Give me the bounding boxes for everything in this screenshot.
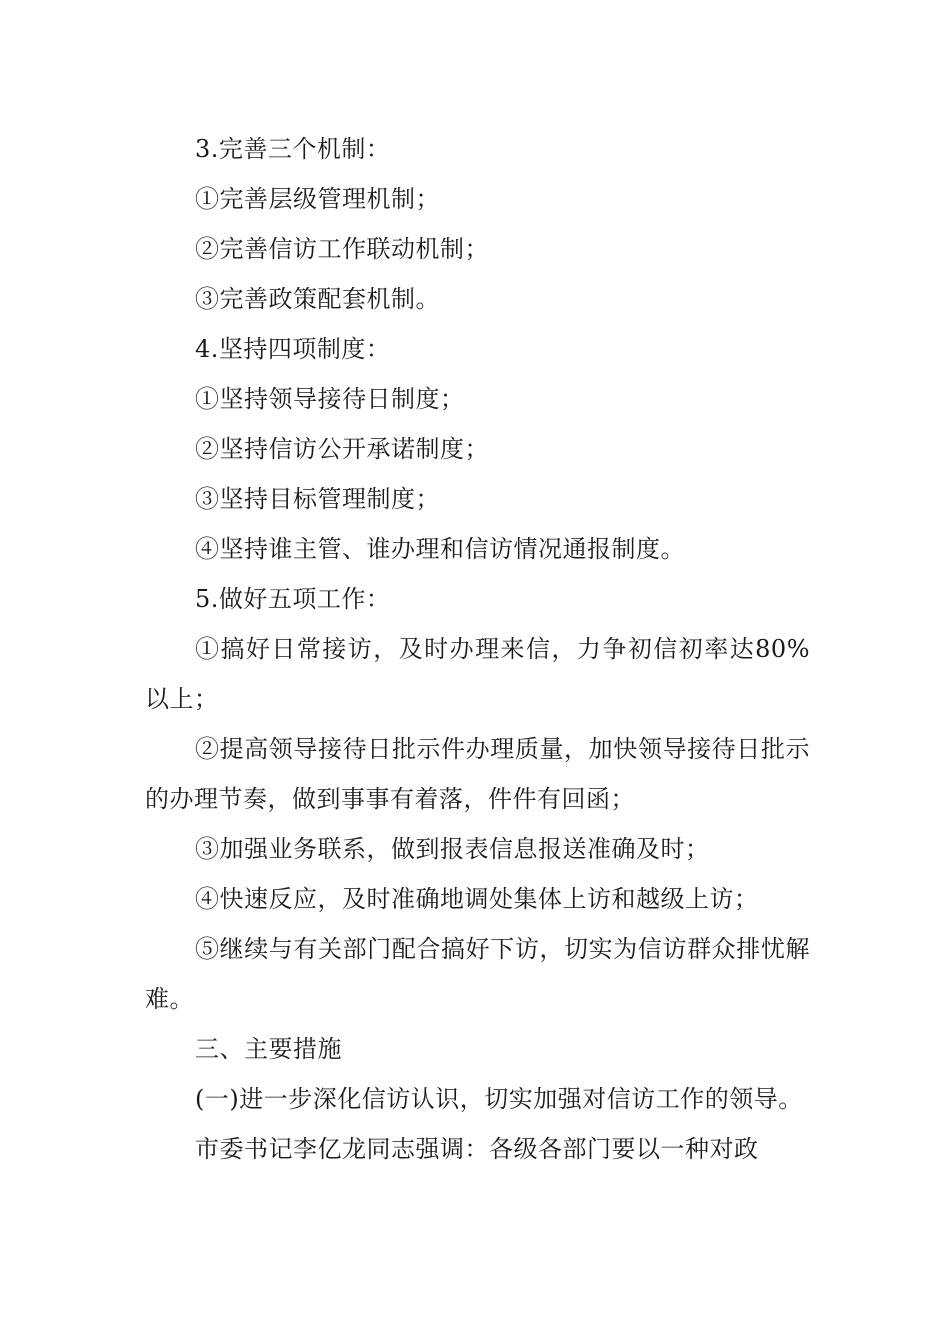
paragraph-heading-tasks: 5.做好五项工作： bbox=[195, 585, 391, 613]
paragraph-item: ②提高领导接待日批示件办理质量，加快领导接待日批示的办理节奏，做到事事有着落，件件有回函； bbox=[145, 735, 810, 813]
paragraph-item: ②完善信访工作联动机制； bbox=[195, 235, 489, 263]
document-body bbox=[145, 124, 810, 1174]
paragraph-item: ③完善政策配套机制。 bbox=[195, 285, 440, 313]
paragraph-item: ①搞好日常接访，及时办理来信，力争初信初率达80%以上； bbox=[145, 635, 810, 713]
section-heading-measures: 三、主要措施 bbox=[195, 1035, 342, 1063]
paragraph-item: ⑤继续与有关部门配合搞好下访，切实为信访群众排忧解难。 bbox=[145, 935, 810, 1013]
paragraph-item: ①坚持领导接待日制度； bbox=[195, 385, 465, 413]
paragraph-item: ②坚持信访公开承诺制度； bbox=[195, 435, 489, 463]
paragraph-item: ③加强业务联系，做到报表信息报送准确及时； bbox=[195, 835, 710, 863]
paragraph-item: ①完善层级管理机制； bbox=[195, 185, 440, 213]
paragraph-heading-systems: 4.坚持四项制度： bbox=[195, 335, 391, 363]
paragraph-item: ④坚持谁主管、谁办理和信访情况通报制度。 bbox=[195, 535, 685, 563]
paragraph-item: ③坚持目标管理制度； bbox=[195, 485, 440, 513]
paragraph-heading-mechanisms: 3.完善三个机制： bbox=[195, 135, 391, 163]
body-paragraph: 市委书记李亿龙同志强调：各级各部门要以一种对政 bbox=[195, 1135, 759, 1163]
paragraph-item: ④快速反应，及时准确地调处集体上访和越级上访； bbox=[195, 885, 759, 913]
subsection-heading: (一)进一步深化信访认识，切实加强对信访工作的领导。 bbox=[195, 1085, 803, 1113]
